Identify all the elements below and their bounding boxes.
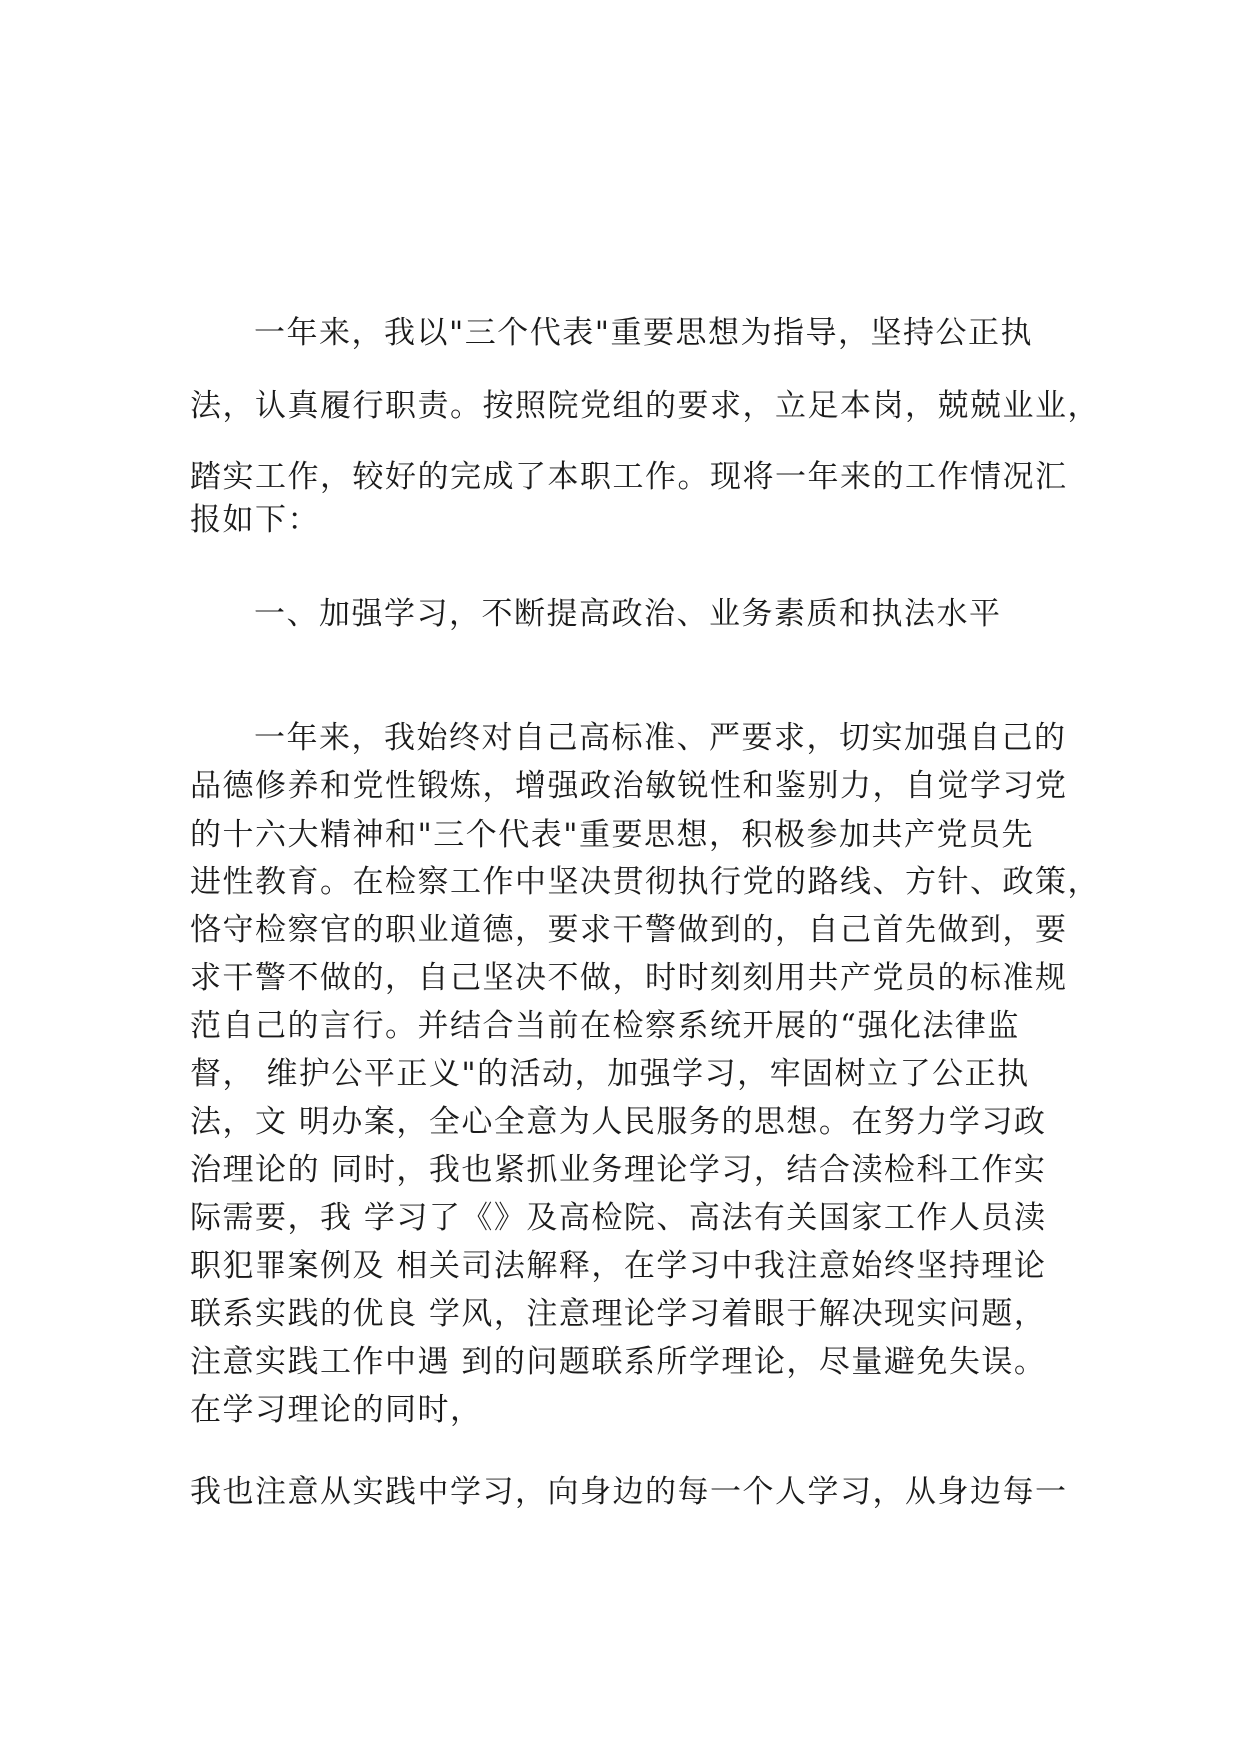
body-line-13: 联系实践的优良 学风，注意理论学习着眼于解决现实问题， <box>190 1296 1047 1332</box>
body-line-3: 的十六大精神和"三个代表"重要思想，积极参加共产党员先 <box>190 817 1035 853</box>
body-line-7: 范自己的言行。并结合当前在检察系统开展的“强化法律监 <box>190 1008 1020 1044</box>
intro-line-1: 一年来，我以"三个代表"重要思想为指导，坚持公正执 <box>254 315 1034 351</box>
body-line-2: 品德修养和党性锻炼，增强政治敏锐性和鉴别力，自觉学习党 <box>190 768 1068 804</box>
body-line-4: 进性教育。在检察工作中坚决贯彻执行党的路线、方针、政策， <box>190 864 1100 900</box>
body-line-14: 注意实践工作中遇 到的问题联系所学理论，尽量避免失误。 <box>190 1344 1047 1380</box>
body-line-12: 职犯罪案例及 相关司法解释，在学习中我注意始终坚持理论 <box>190 1248 1047 1284</box>
body-line-9: 法，文 明办案，全心全意为人民服务的思想。在努力学习政 <box>190 1104 1047 1140</box>
body-line-15: 在学习理论的同时， <box>190 1392 483 1428</box>
body-line-5: 恪守检察官的职业道德，要求干警做到的，自己首先做到，要 <box>190 912 1068 948</box>
intro-line-2: 法，认真履行职责。按照院党组的要求，立足本岗，兢兢业业， <box>190 388 1100 424</box>
body-line-6: 求干警不做的，自己坚决不做，时时刻刻用共产党员的标准规 <box>190 960 1068 996</box>
section-heading: 一、加强学习，不断提高政治、业务素质和执法水平 <box>254 596 1002 632</box>
body-line-10: 治理论的 同时，我也紧抓业务理论学习，结合渎检科工作实 <box>190 1152 1047 1188</box>
body-line-11: 际需要，我 学习了《》及高检院、高法有关国家工作人员渎 <box>190 1200 1047 1236</box>
intro-line-4: 报如下： <box>190 502 320 538</box>
body-line-8: 督， 维护公平正义"的活动，加强学习，牢固树立了公正执 <box>190 1056 1030 1092</box>
continuation-line: 我也注意从实践中学习，向身边的每一个人学习，从身边每一 <box>190 1474 1068 1510</box>
body-line-1: 一年来，我始终对自己高标准、严要求，切实加强自己的 <box>254 720 1067 756</box>
intro-line-3: 踏实工作，较好的完成了本职工作。现将一年来的工作情况汇 <box>190 459 1068 495</box>
